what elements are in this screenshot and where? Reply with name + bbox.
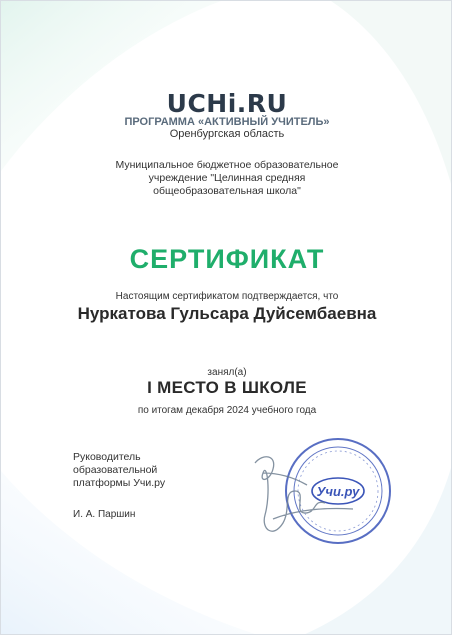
recipient-name: Нуркатова Гульсара Дуйсембаевна [77,304,377,323]
stamp-with-signature [233,433,393,553]
program-title: ПРОГРАММА «АКТИВНЫЙ УЧИТЕЛЬ» [124,116,330,128]
organization-line: общеобразовательная школа" [153,185,301,197]
organization-line: Муниципальное бюджетное образовательное [115,159,339,171]
results-period: по итогам декабря 2024 учебного года [137,405,317,416]
certificate-title: СЕРТИФИКАТ [129,244,325,274]
signer-role-line: образовательной [73,464,158,476]
signer-name: И. А. Паршин [73,509,136,520]
region-label: Оренбургская область [169,128,285,140]
achievement-title: I МЕСТО В ШКОЛЕ [147,378,307,397]
corner-wave-bottom-left [1,471,261,635]
organization-line: учреждение "Целинная средняя [148,172,306,184]
stamp-center-text: Учи.ру [316,484,360,499]
confirmation-text: Настоящим сертификатом подтверждается, что [115,291,339,302]
corner-wave-top-left [1,1,221,171]
signer-role [73,451,165,490]
uchi-logo: UCHi.RU [166,89,288,118]
signer-role-line: Руководитель [73,451,141,463]
took-text: занял(а) [207,367,247,378]
signer-role-line: платформы Учи.ру [73,477,166,489]
organization-name [1,159,452,198]
